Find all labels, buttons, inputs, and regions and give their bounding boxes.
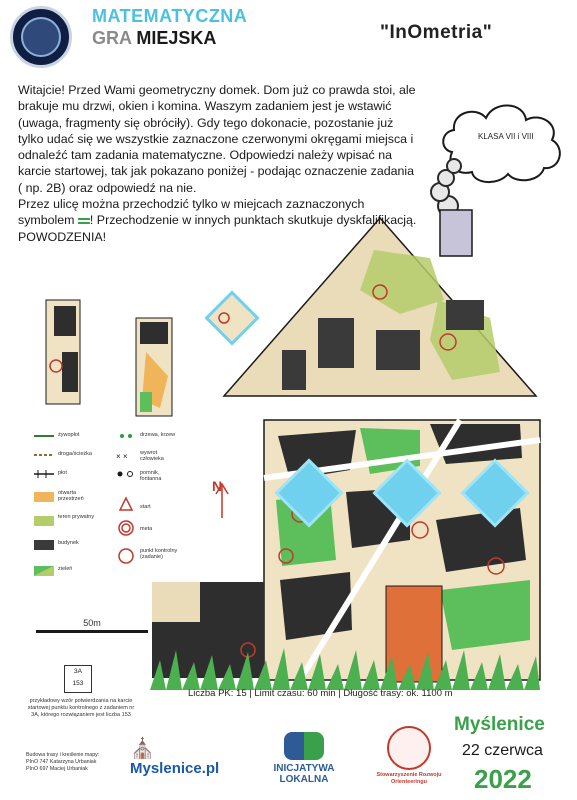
legend-item-fence: płot (58, 470, 67, 476)
legend-item-control: punkt kontrolny (zadanie) (140, 548, 178, 560)
handshake-icon (284, 732, 324, 760)
crossing-symbol-icon (78, 218, 90, 224)
title-gra: GRA (92, 28, 132, 48)
intro-text (18, 82, 418, 245)
door[interactable] (386, 586, 442, 682)
scale-label: 50m (83, 618, 101, 628)
sro-logo-text: Stowarzyszenie Rozwoju Orienteeringu (376, 772, 442, 785)
crossing-rule-after: ! Przechodzenie w innych punktach skutkuje dyskfalifikacją. (89, 213, 417, 228)
event-date: 22 czerwca (462, 742, 543, 759)
example-code: 3A (74, 668, 82, 675)
title-line2 (92, 28, 216, 49)
myslenice-logo (126, 736, 232, 788)
legend-item-monument: pomnik, fontanna (140, 470, 162, 482)
title-miejska: MIEJSKA (136, 28, 217, 48)
legend-item-hedge: żywopłot (58, 432, 80, 438)
scale-line (36, 630, 148, 633)
fragment-diamond[interactable] (207, 293, 258, 344)
event-year: 2022 (474, 764, 532, 794)
brand-name: "InOmetria" (380, 22, 493, 43)
legend-item-green: zieleń (58, 566, 73, 572)
school-logo (10, 6, 72, 68)
credits-line: Budowa trasy i kreślenie mapy: (26, 752, 100, 758)
credits-line: PInO 747 Katarzyna Urbaniak (26, 759, 97, 765)
course-info: Liczba PK: 15 | Limit czasu: 60 min | Długość trasy: ok. 1100 m (188, 688, 453, 699)
legend-item-private: teren prywatny (58, 514, 95, 520)
event-city: Myślenice (454, 714, 545, 735)
example-answer-box (64, 665, 92, 693)
school-logo-emblem (21, 17, 61, 57)
example-description: przykładowy wzór potwierdzania na karcie startowej punktu kontrolnego z zadaniem nr 3A, którego rozwiązaniem jest liczba 153 (27, 698, 135, 718)
fragment-vertical-left[interactable] (46, 300, 80, 404)
legend-item-building: budynek (58, 540, 79, 546)
crossing-rule (18, 196, 418, 229)
class-label: KLASA VII i VIII (478, 132, 534, 141)
legend-item-start: start (140, 504, 151, 510)
smoke-icon (431, 159, 461, 216)
legend (30, 432, 180, 612)
legend-item-path: droga/ścieżka (58, 451, 92, 457)
inicjatywa-logo (252, 732, 356, 788)
north-label: N (212, 478, 223, 494)
legend-item-open: otwarta przestrzeń (58, 490, 84, 502)
myslenice-logo-text: Myslenice.pl (130, 760, 220, 777)
sro-logo (370, 726, 448, 790)
good-luck: POWODZENIA! (18, 229, 107, 244)
chimney (440, 210, 472, 256)
compass-icon (387, 726, 431, 770)
inicjatywa-logo-text: INICJATYWA LOKALNA (273, 763, 335, 785)
church-icon: ⛪ (130, 738, 155, 760)
svg-text:× ×: × × (116, 452, 128, 461)
legend-item-finish: meta (140, 526, 153, 532)
credits (26, 752, 106, 773)
cloud-icon (443, 105, 560, 182)
intro-paragraph: Witajcie! Przed Wami geometryczny domek. Dom już co prawda stoi, ale brakuje mu drzwi, okien i komina. Waszym zadaniem jest je wstawić (uwaga, fragmenty się obróciły). Gdy tego dokonacie, pozostanie już tylko udać się we wszystkie zaznaczone czerwonymi okręgami miejsca i odnaleźć tam zadania matematyczne. Odpowiedzi należy wpisać na karcie startowej, tak jak pokazano poniżej - podając oznaczenie zadania ( np. 2B) oraz odpowiedź na nie. (18, 83, 416, 195)
credits-line: PInO 697 Maciej Urbaniak (26, 766, 88, 772)
example-answer: 153 (72, 680, 84, 687)
legend-item-tree: drzewa, krzew (140, 432, 176, 438)
scale-bar (36, 618, 148, 633)
crossing-rule-before: Przez ulicę można przechodzić tylko w miejcach zaznaczonych symbolem (18, 197, 365, 228)
fragment-vertical-middle[interactable] (136, 318, 172, 416)
legend-item-cross: wywrot człowieka (140, 450, 164, 462)
title-line1: MATEMATYCZNA (92, 6, 248, 26)
